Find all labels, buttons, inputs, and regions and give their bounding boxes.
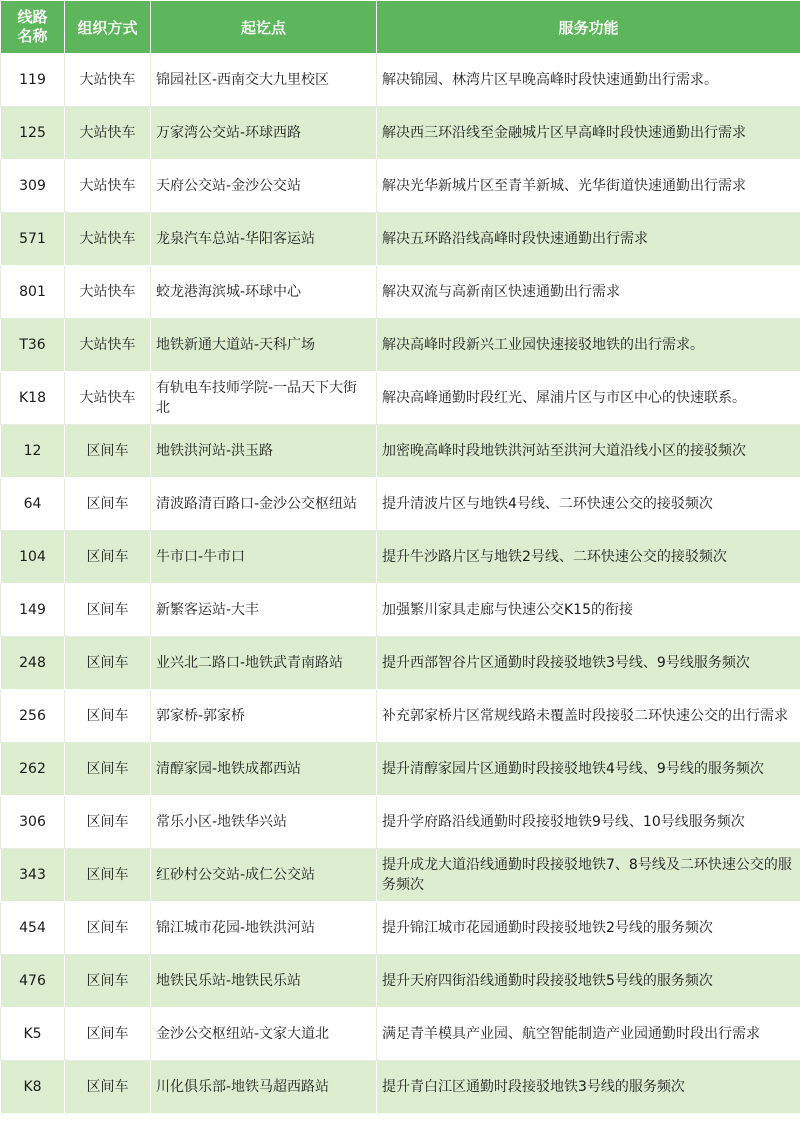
org-method-cell: 大站快车	[65, 54, 151, 107]
line-name-cell: 476	[1, 955, 65, 1008]
header-row	[1, 1, 800, 54]
org-method-cell: 区间车	[65, 584, 151, 637]
org-method-cell: 区间车	[65, 955, 151, 1008]
function-cell: 解决锦园、林湾片区早晚高峰时段快速通勤出行需求。	[377, 54, 800, 107]
table-row	[1, 478, 800, 531]
function-cell: 解决高峰通勤时段红光、犀浦片区与市区中心的快速联系。	[377, 372, 800, 425]
route-cell: 新繁客运站-大丰	[151, 584, 377, 637]
table-row	[1, 849, 800, 902]
function-cell: 解决双流与高新南区快速通勤出行需求	[377, 266, 800, 319]
table-row	[1, 743, 800, 796]
function-cell: 提升清醇家园片区通勤时段接驳地铁4号线、9号线的服务频次	[377, 743, 800, 796]
function-cell: 提升锦江城市花园通勤时段接驳地铁2号线的服务频次	[377, 902, 800, 955]
line-name-cell: 119	[1, 54, 65, 107]
line-name-cell: 149	[1, 584, 65, 637]
org-method-cell: 大站快车	[65, 372, 151, 425]
org-method-cell: 区间车	[65, 1008, 151, 1061]
line-name-cell: K5	[1, 1008, 65, 1061]
route-cell: 清波路清百路口-金沙公交枢纽站	[151, 478, 377, 531]
function-cell: 提升学府路沿线通勤时段接驳地铁9号线、10号线服务频次	[377, 796, 800, 849]
org-method-cell: 区间车	[65, 796, 151, 849]
org-method-cell: 区间车	[65, 849, 151, 902]
route-cell: 万家湾公交站-环球西路	[151, 107, 377, 160]
line-name-cell: 12	[1, 425, 65, 478]
line-name-cell: 256	[1, 690, 65, 743]
org-method-cell: 大站快车	[65, 160, 151, 213]
org-method-cell: 区间车	[65, 902, 151, 955]
table-row	[1, 107, 800, 160]
table-row	[1, 796, 800, 849]
line-name-cell: 64	[1, 478, 65, 531]
function-cell: 解决光华新城片区至青羊新城、光华街道快速通勤出行需求	[377, 160, 800, 213]
route-cell: 常乐小区-地铁华兴站	[151, 796, 377, 849]
line-name-cell: 571	[1, 213, 65, 266]
org-method-cell: 区间车	[65, 425, 151, 478]
line-name-cell: 801	[1, 266, 65, 319]
header-function: 服务功能	[377, 1, 800, 54]
line-name-cell: 309	[1, 160, 65, 213]
function-cell: 解决西三环沿线至金融城片区早高峰时段快速通勤出行需求	[377, 107, 800, 160]
line-name-cell: 262	[1, 743, 65, 796]
function-cell: 加强繁川家具走廊与快速公交K15的衔接	[377, 584, 800, 637]
line-name-cell: 454	[1, 902, 65, 955]
table-row	[1, 690, 800, 743]
line-name-cell: K8	[1, 1061, 65, 1114]
route-cell: 地铁民乐站-地铁民乐站	[151, 955, 377, 1008]
table-row	[1, 425, 800, 478]
route-cell: 郭家桥-郭家桥	[151, 690, 377, 743]
org-method-cell: 区间车	[65, 478, 151, 531]
header-route: 起讫点	[151, 1, 377, 54]
line-name-cell: K18	[1, 372, 65, 425]
table-body	[1, 54, 800, 1114]
table-row	[1, 372, 800, 425]
org-method-cell: 区间车	[65, 690, 151, 743]
line-name-cell: 306	[1, 796, 65, 849]
function-cell: 提升清波片区与地铁4号线、二环快速公交的接驳频次	[377, 478, 800, 531]
route-cell: 金沙公交枢纽站-文家大道北	[151, 1008, 377, 1061]
route-cell: 地铁新通大道站-天科广场	[151, 319, 377, 372]
function-cell: 补充郭家桥片区常规线路未覆盖时段接驳二环快速公交的出行需求	[377, 690, 800, 743]
route-cell: 牛市口-牛市口	[151, 531, 377, 584]
table-row	[1, 584, 800, 637]
org-method-cell: 区间车	[65, 637, 151, 690]
function-cell: 提升西部智谷片区通勤时段接驳地铁3号线、9号线服务频次	[377, 637, 800, 690]
function-cell: 提升青白江区通勤时段接驳地铁3号线的服务频次	[377, 1061, 800, 1114]
line-name-cell: 104	[1, 531, 65, 584]
table-row	[1, 213, 800, 266]
line-name-cell: 125	[1, 107, 65, 160]
function-cell: 解决五环路沿线高峰时段快速通勤出行需求	[377, 213, 800, 266]
header-line-name-text: 线路 名称	[17, 8, 48, 45]
table-row	[1, 1061, 800, 1114]
table-row	[1, 54, 800, 107]
route-cell: 锦园社区-西南交大九里校区	[151, 54, 377, 107]
org-method-cell: 大站快车	[65, 107, 151, 160]
table-row	[1, 266, 800, 319]
function-cell: 提升成龙大道沿线通勤时段接驳地铁7、8号线及二环快速公交的服务频次	[377, 849, 800, 902]
route-cell: 川化俱乐部-地铁马超西路站	[151, 1061, 377, 1114]
table-row	[1, 902, 800, 955]
function-cell: 提升牛沙路片区与地铁2号线、二环快速公交的接驳频次	[377, 531, 800, 584]
header-org-method: 组织方式	[65, 1, 151, 54]
table-row	[1, 955, 800, 1008]
line-name-cell: 343	[1, 849, 65, 902]
header-line-name	[1, 1, 65, 54]
route-cell: 地铁洪河站-洪玉路	[151, 425, 377, 478]
org-method-cell: 大站快车	[65, 319, 151, 372]
org-method-cell: 大站快车	[65, 213, 151, 266]
function-cell: 解决高峰时段新兴工业园快速接驳地铁的出行需求。	[377, 319, 800, 372]
line-name-cell: T36	[1, 319, 65, 372]
table-row	[1, 637, 800, 690]
table-row	[1, 531, 800, 584]
line-name-cell: 248	[1, 637, 65, 690]
org-method-cell: 区间车	[65, 743, 151, 796]
org-method-cell: 大站快车	[65, 266, 151, 319]
function-cell: 提升天府四街沿线通勤时段接驳地铁5号线的服务频次	[377, 955, 800, 1008]
table-row	[1, 319, 800, 372]
org-method-cell: 区间车	[65, 531, 151, 584]
route-cell: 红砂村公交站-成仁公交站	[151, 849, 377, 902]
route-cell: 有轨电车技师学院-一品天下大街北	[151, 372, 377, 425]
table-row	[1, 160, 800, 213]
function-cell: 加密晚高峰时段地铁洪河站至洪河大道沿线小区的接驳频次	[377, 425, 800, 478]
table-row	[1, 1008, 800, 1061]
route-cell: 天府公交站-金沙公交站	[151, 160, 377, 213]
function-cell: 满足青羊模具产业园、航空智能制造产业园通勤时段出行需求	[377, 1008, 800, 1061]
org-method-cell: 区间车	[65, 1061, 151, 1114]
route-cell: 业兴北二路口-地铁武青南路站	[151, 637, 377, 690]
route-cell: 清醇家园-地铁成都西站	[151, 743, 377, 796]
route-cell: 龙泉汽车总站-华阳客运站	[151, 213, 377, 266]
route-cell: 锦江城市花园-地铁洪河站	[151, 902, 377, 955]
route-cell: 蛟龙港海滨城-环球中心	[151, 266, 377, 319]
